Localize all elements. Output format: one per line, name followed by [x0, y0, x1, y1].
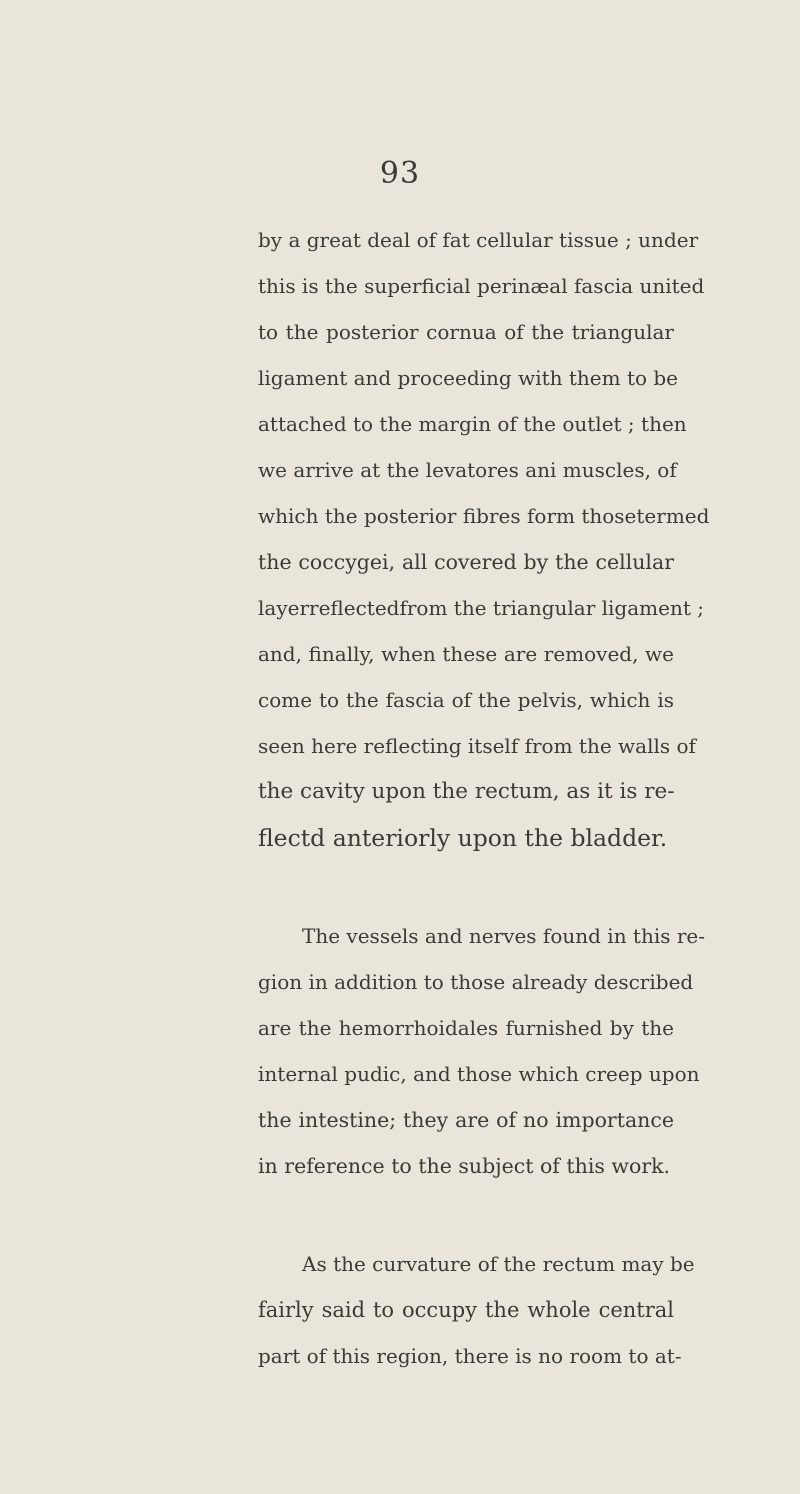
- text-line: flectd anteriorly upon the bladder.: [258, 824, 668, 852]
- text-line: attached to the margin of the outlet ; then: [258, 412, 687, 436]
- text-line: to the posterior cornua of the triangular: [258, 320, 674, 344]
- text-line: the cavity upon the rectum, as it is re-: [258, 779, 675, 804]
- text-line: by a great deal of fat cellular tissue ; under: [258, 228, 699, 252]
- page-number: 93: [379, 156, 421, 191]
- text-line: come to the fascia of the pelvis, which is: [258, 688, 674, 712]
- text-line: in reference to the subject of this work.: [258, 1154, 671, 1178]
- text-line: are the hemorrhoidales furnished by the: [258, 1016, 674, 1040]
- text-line: internal pudic, and those which creep upon: [258, 1062, 700, 1086]
- text-line: The vessels and nerves found in this re-: [302, 924, 706, 948]
- text-line: ligament and proceeding with them to be: [258, 366, 679, 390]
- text-line: the coccygei, all covered by the cellular: [258, 550, 674, 574]
- text-line: part of this region, there is no room to at-: [258, 1344, 682, 1368]
- text-line: seen here reflecting itself from the walls of: [258, 734, 696, 758]
- text-line: this is the superficial perinæal fascia united: [258, 274, 705, 298]
- text-line: we arrive at the levatores ani muscles, of: [258, 458, 677, 482]
- text-line: fairly said to occupy the whole central: [258, 1298, 674, 1322]
- text-line: As the curvature of the rectum may be: [302, 1252, 695, 1276]
- text-line: the intestine; they are of no importance: [258, 1108, 674, 1132]
- text-line: which the posterior fibres form thosetermed: [258, 504, 710, 528]
- text-line: and, finally, when these are removed, we: [258, 642, 674, 666]
- text-line: gion in addition to those already described: [258, 970, 694, 994]
- text-line: layerreflectedfrom the triangular ligament ;: [258, 596, 704, 620]
